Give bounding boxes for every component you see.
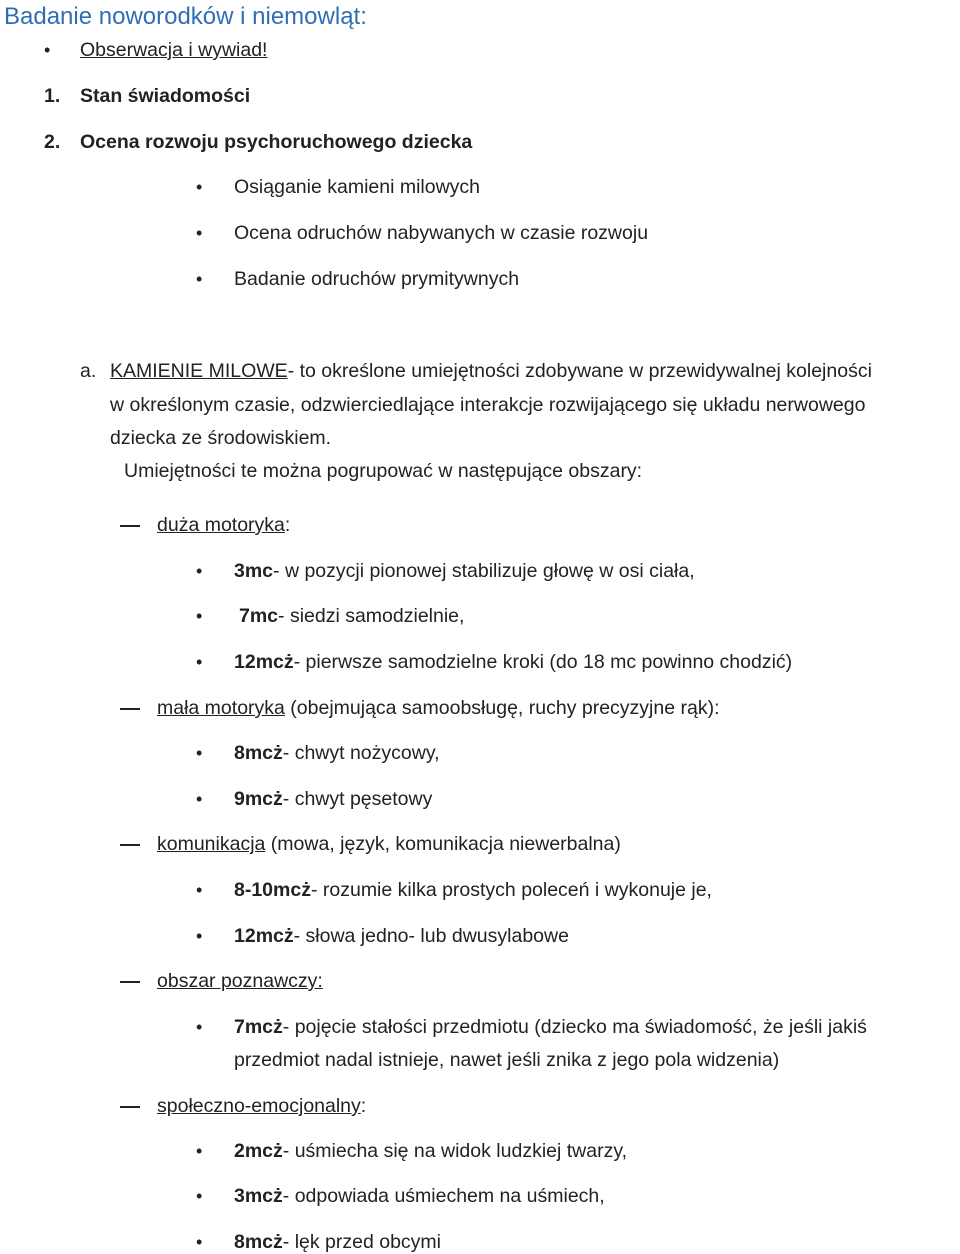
milestone-age: 8-10mcż bbox=[234, 879, 311, 901]
milestone-item bbox=[234, 559, 695, 583]
intro-bullet-text: Obserwacja i wywiad! bbox=[80, 39, 268, 61]
milestone-item bbox=[234, 878, 712, 902]
term-kamienie-milowe: KAMIENIE MILOWE bbox=[110, 360, 288, 382]
milestone-item bbox=[239, 604, 464, 628]
area-suffix: (mowa, język, komunikacja niewerbalna) bbox=[265, 833, 621, 855]
list-item: Ocena odruchów nabywanych w czasie rozwoju bbox=[234, 222, 649, 244]
milestone-item bbox=[234, 787, 432, 811]
milestone-age: 12mcż bbox=[234, 651, 294, 673]
milestone-text: - lęk przed obcymi bbox=[282, 1231, 441, 1253]
milestone-item bbox=[234, 1230, 441, 1254]
milestone-text: - chwyt pęsetowy bbox=[282, 788, 433, 810]
bullet-icon: • bbox=[196, 743, 203, 763]
area-heading bbox=[157, 832, 621, 856]
section-a-line4: Umiejętności te można pogrupować w następujące obszary: bbox=[124, 460, 643, 482]
bullet-icon: • bbox=[196, 926, 203, 946]
milestone-text: - siedzi samodzielnie, bbox=[278, 605, 465, 627]
milestone-text-continued: przedmiot nadal istnieje, nawet jeśli znika z jego pola widzenia) bbox=[234, 1049, 780, 1071]
area-suffix: : bbox=[284, 514, 291, 536]
area-label: komunikacja bbox=[157, 833, 266, 855]
area-heading bbox=[157, 969, 323, 993]
section-a-line3: dziecka ze środowiskiem. bbox=[110, 427, 332, 449]
milestone-age: 9mcż bbox=[234, 788, 283, 810]
milestone-age: 8mcż bbox=[234, 1231, 283, 1253]
milestone-item bbox=[234, 924, 569, 948]
area-suffix: : bbox=[360, 1095, 367, 1117]
numbered-item: Ocena rozwoju psychoruchowego dziecka bbox=[80, 131, 473, 153]
milestone-age: 3mc bbox=[234, 560, 274, 582]
bullet-icon: • bbox=[196, 1232, 203, 1252]
list-number: 1. bbox=[44, 85, 61, 107]
milestone-text: - chwyt nożycowy, bbox=[282, 742, 440, 764]
area-label: obszar poznawczy: bbox=[157, 970, 323, 992]
milestone-age: 7mcż bbox=[234, 1016, 283, 1038]
bullet-icon: • bbox=[196, 561, 203, 581]
numbered-item: Stan świadomości bbox=[80, 85, 251, 107]
milestone-text: - uśmiecha się na widok ludzkiej twarzy, bbox=[282, 1140, 628, 1162]
area-heading bbox=[157, 513, 290, 537]
section-marker: a. bbox=[80, 360, 97, 382]
milestone-age: 12mcż bbox=[234, 925, 294, 947]
dash-icon bbox=[120, 981, 140, 983]
milestone-item bbox=[234, 1015, 867, 1039]
area-heading bbox=[157, 696, 719, 720]
milestone-age: 7mc bbox=[239, 605, 279, 627]
milestone-item bbox=[234, 650, 792, 674]
bullet-icon: • bbox=[196, 606, 203, 626]
milestone-text: - odpowiada uśmiechem na uśmiech, bbox=[282, 1185, 605, 1207]
section-a-line2: w określonym czasie, odzwierciedlające interakcje rozwijającego się układu nerwowego bbox=[110, 394, 866, 416]
milestone-text: - w pozycji pionowej stabilizuje głowę w osi ciała, bbox=[273, 560, 695, 582]
bullet-icon: • bbox=[196, 652, 203, 672]
milestone-text: - słowa jedno- lub dwusylabowe bbox=[293, 925, 569, 947]
area-label: mała motoryka bbox=[157, 697, 285, 719]
area-label: społeczno-emocjonalny bbox=[157, 1095, 361, 1117]
list-item: Badanie odruchów prymitywnych bbox=[234, 268, 520, 290]
page-title: Badanie noworodków i niemowląt: bbox=[4, 3, 367, 30]
milestone-text: - pierwsze samodzielne kroki (do 18 mc powinno chodzić) bbox=[293, 651, 793, 673]
milestone-age: 8mcż bbox=[234, 742, 283, 764]
milestone-age: 3mcż bbox=[234, 1185, 283, 1207]
list-number: 2. bbox=[44, 131, 61, 153]
milestone-item bbox=[234, 1184, 605, 1208]
bullet-icon: • bbox=[196, 177, 203, 197]
bullet-icon: • bbox=[196, 880, 203, 900]
bullet-icon: • bbox=[196, 223, 203, 243]
dash-icon bbox=[120, 708, 140, 710]
milestone-item bbox=[234, 741, 440, 765]
area-heading bbox=[157, 1094, 366, 1118]
area-suffix: (obejmująca samoobsługę, ruchy precyzyjne rąk): bbox=[284, 697, 720, 719]
bullet-icon: • bbox=[196, 1017, 203, 1037]
milestone-text: - pojęcie stałości przedmiotu (dziecko ma świadomość, że jeśli jakiś bbox=[282, 1016, 867, 1038]
bullet-icon: • bbox=[196, 1141, 203, 1161]
bullet-icon: • bbox=[44, 40, 51, 60]
list-item: Osiąganie kamieni milowych bbox=[234, 176, 481, 198]
bullet-icon: • bbox=[196, 269, 203, 289]
section-a-line1 bbox=[110, 359, 872, 383]
area-label: duża motoryka bbox=[157, 514, 285, 536]
milestone-age: 2mcż bbox=[234, 1140, 283, 1162]
dash-icon bbox=[120, 1106, 140, 1108]
dash-icon bbox=[120, 525, 140, 527]
milestone-item bbox=[234, 1139, 627, 1163]
dash-icon bbox=[120, 844, 140, 846]
bullet-icon: • bbox=[196, 789, 203, 809]
definition-text: - to określone umiejętności zdobywane w przewidywalnej kolejności bbox=[287, 360, 872, 382]
milestone-text: - rozumie kilka prostych poleceń i wykonuje je, bbox=[310, 879, 712, 901]
bullet-icon: • bbox=[196, 1186, 203, 1206]
